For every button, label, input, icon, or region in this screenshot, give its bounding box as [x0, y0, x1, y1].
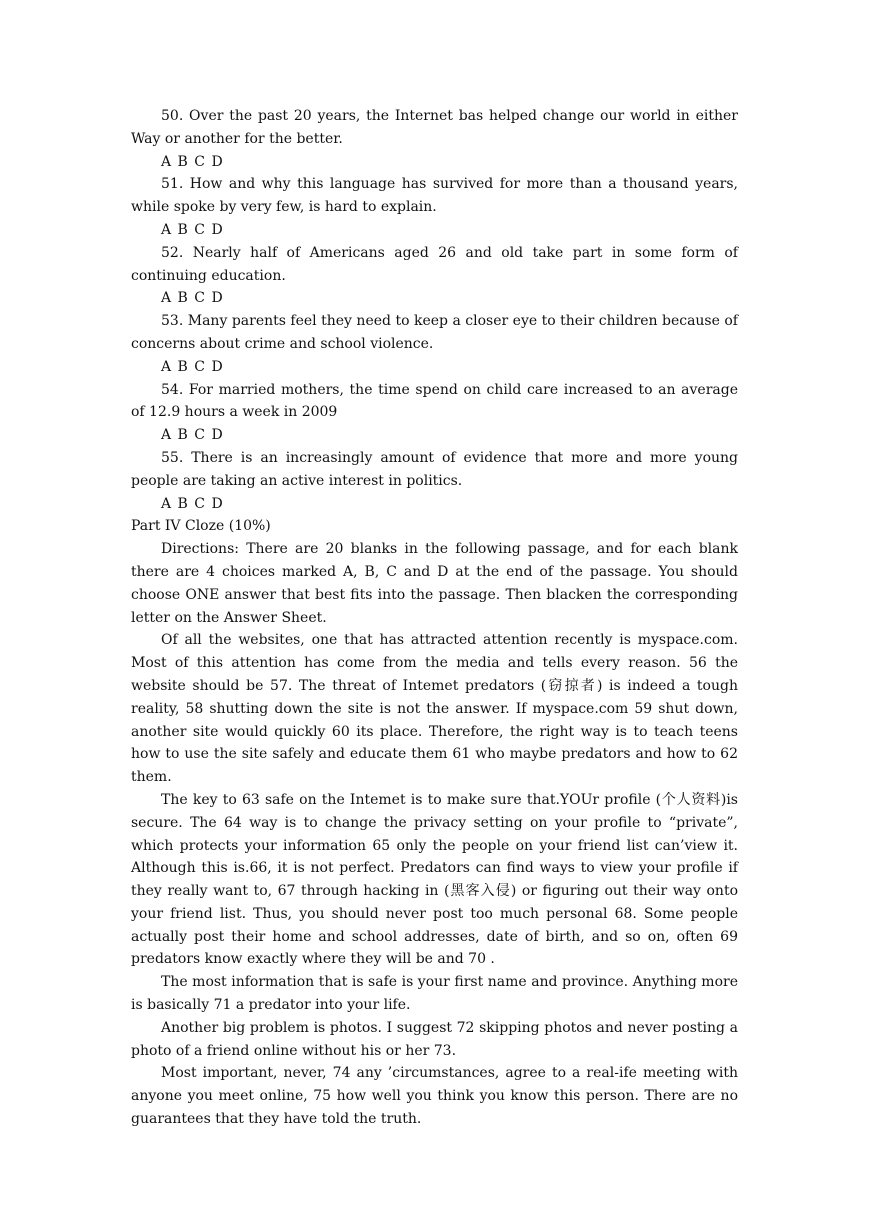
question-text: 53. Many parents feel they need to keep a closer eye to their children because of concerns about crime and school violence.	[131, 313, 738, 352]
answer-options: A B C D	[161, 495, 223, 512]
question-50	[131, 105, 738, 173]
question-52	[131, 242, 738, 310]
passage-paragraph: Another big problem is photos. I suggest 72 skipping photos and never posting a photo of a friend online without his or her 73.	[131, 1019, 738, 1059]
question-text: 52. Nearly half of Americans aged 26 and old take part in some form of continuing education.	[131, 244, 738, 284]
answer-options: A B C D	[161, 221, 223, 238]
question-text: 55. There is an increasingly amount of evidence that more and more young people are taking an active interest in politics.	[131, 449, 738, 489]
passage-paragraph: Most important, never, 74 any ’circumstances, agree to a real-ife meeting with anyone you meet online, 75 how well you think you know this person. There are no guarantees that they have told the truth.	[131, 1065, 738, 1128]
question-53	[131, 310, 738, 378]
question-55	[131, 447, 738, 515]
directions-paragraph: Directions: There are 20 blanks in the following passage, and for each blank there are 4 choices marked A, B, C and D at the end of the passage. You should choose ONE answer that best fits into the passage. Then blacken the corresponding letter on the Answer Sheet.	[131, 541, 738, 626]
passage-paragraph: Of all the websites, one that has attracted attention recently is myspace.com. Most of this attention has come from the media and tells every reason. 56 the website should be 57. The threat of Intemet predators (窃掠者) is indeed a tough reality, 58 shutting down the site is not the answer. If myspace.com 59 shut down, another site would quickly 60 its place. Therefore, the right way is to teach teens how to use the site safely and educate them 61 who maybe predators and how to 62 them.	[131, 632, 738, 786]
answer-options: A B C D	[161, 290, 223, 307]
question-text: 51. How and why this language has survived for more than a thousand years, while spoke by very few, is hard to explain.	[131, 176, 738, 216]
passage-paragraph: The key to 63 safe on the Intemet is to make sure that.YOUr profile (个人资料)is secure. The 64 way is to change the privacy setting on your profile to “private”, which protects your information 65 only the people on your friend list can’view it. Although this is.66, it is not perfect. Predators can find ways to view your profile if they really want to, 67 through hacking in (黑客入侵) or figuring out their way onto your friend list. Thus, you should never post too much personal 68. Some people actually post their home and school addresses, date of birth, and so on, often 69 predators know exactly where they will be and 70 .	[131, 791, 738, 968]
section-heading: Part IV Cloze (10%)	[131, 518, 271, 535]
question-text: 50. Over the past 20 years, the Internet bas helped change our world in either Way or another for the better.	[131, 108, 738, 147]
question-54	[131, 379, 738, 447]
answer-options: A B C D	[161, 427, 223, 444]
question-text: 54. For married mothers, the time spend on child care increased to an average of 12.9 hours a week in 2009	[131, 381, 738, 421]
question-51	[131, 173, 738, 241]
answer-options: A B C D	[161, 358, 223, 375]
answer-options: A B C D	[161, 153, 223, 170]
passage-paragraph: The most information that is safe is your first name and province. Anything more is basically 71 a predator into your life.	[131, 974, 738, 1014]
